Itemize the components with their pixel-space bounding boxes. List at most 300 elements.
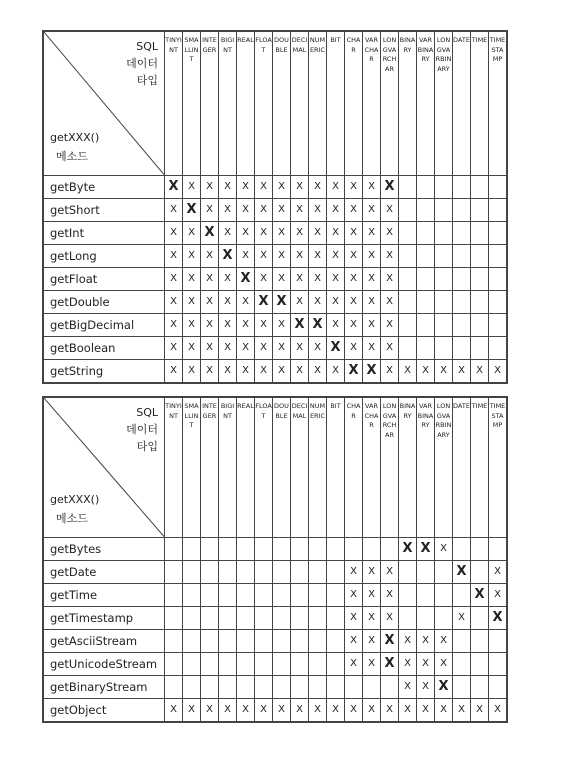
empty-cell [471, 675, 489, 698]
recommended-mark: X [471, 583, 489, 606]
table-row [43, 606, 507, 629]
empty-cell [327, 537, 345, 560]
method-name: getDate [43, 560, 165, 583]
supported-mark: X [345, 221, 363, 244]
sql-type-label: CHAR [346, 402, 361, 420]
supported-mark: X [363, 198, 381, 221]
method-name: getInt [43, 221, 165, 244]
empty-cell [489, 175, 508, 198]
supported-mark: X [417, 675, 435, 698]
method-name: getTimestamp [43, 606, 165, 629]
supported-mark: X [237, 290, 255, 313]
supported-mark: X [435, 537, 453, 560]
empty-cell [201, 583, 219, 606]
empty-cell [435, 313, 453, 336]
sql-type-header [237, 397, 255, 537]
recommended-mark: X [309, 313, 327, 336]
sql-type-header [201, 31, 219, 175]
supported-mark: X [345, 290, 363, 313]
sql-type-label: TINYINT [165, 402, 182, 420]
sql-type-label: TIME [471, 36, 488, 44]
supported-mark: X [273, 336, 291, 359]
empty-cell [255, 652, 273, 675]
sql-type-label: BIGINT [220, 36, 235, 54]
recommended-mark: X [237, 267, 255, 290]
supported-mark: X [165, 290, 183, 313]
empty-cell [201, 606, 219, 629]
empty-cell [309, 537, 327, 560]
supported-mark: X [363, 336, 381, 359]
sql-type-label: TIMESTAMP [489, 402, 506, 430]
empty-cell [327, 675, 345, 698]
table-row [43, 198, 507, 221]
table-row [43, 583, 507, 606]
empty-cell [327, 606, 345, 629]
supported-mark: X [165, 359, 183, 383]
empty-cell [399, 560, 417, 583]
empty-cell [453, 244, 471, 267]
supported-mark: X [381, 221, 399, 244]
empty-cell [237, 537, 255, 560]
empty-cell [435, 606, 453, 629]
supported-mark: X [183, 313, 201, 336]
supported-mark: X [291, 244, 309, 267]
empty-cell [489, 290, 508, 313]
supported-mark: X [435, 359, 453, 383]
sql-type-header [435, 31, 453, 175]
empty-cell [489, 652, 508, 675]
sql-type-header [399, 31, 417, 175]
recommended-mark: X [219, 244, 237, 267]
empty-cell [471, 560, 489, 583]
empty-cell [255, 583, 273, 606]
empty-cell [273, 537, 291, 560]
supported-mark: X [327, 198, 345, 221]
empty-cell [273, 675, 291, 698]
recommended-mark: X [399, 537, 417, 560]
empty-cell [309, 652, 327, 675]
empty-cell [183, 537, 201, 560]
supported-mark: X [381, 560, 399, 583]
method-name: getByte [43, 175, 165, 198]
method-caption [50, 491, 99, 528]
corner-bottom-text: 메소드 [56, 511, 88, 525]
supported-mark: X [291, 336, 309, 359]
sql-type-label: TINYINT [165, 36, 182, 54]
supported-mark: X [255, 698, 273, 722]
empty-cell [237, 560, 255, 583]
empty-cell [435, 221, 453, 244]
sql-type-label: LONGVARBINARY [435, 36, 452, 73]
table-row [43, 244, 507, 267]
empty-cell [471, 267, 489, 290]
sql-type-label: DATE [453, 402, 470, 410]
supported-mark: X [381, 198, 399, 221]
empty-cell [435, 583, 453, 606]
sql-type-header [417, 397, 435, 537]
sql-type-header [345, 397, 363, 537]
empty-cell [327, 560, 345, 583]
supported-mark: X [219, 359, 237, 383]
sql-type-header [237, 31, 255, 175]
sql-type-header [453, 31, 471, 175]
table-row [43, 698, 507, 722]
supported-mark: X [165, 198, 183, 221]
empty-cell [309, 629, 327, 652]
supported-mark: X [345, 629, 363, 652]
supported-mark: X [255, 336, 273, 359]
sql-type-header [399, 397, 417, 537]
sql-type-caption [126, 38, 158, 89]
supported-mark: X [327, 290, 345, 313]
supported-mark: X [237, 175, 255, 198]
table-row [43, 537, 507, 560]
sql-type-label: TIMESTAMP [489, 36, 506, 64]
empty-cell [165, 537, 183, 560]
supported-mark: X [165, 221, 183, 244]
supported-mark: X [489, 583, 508, 606]
empty-cell [471, 198, 489, 221]
sql-type-header [291, 31, 309, 175]
empty-cell [453, 175, 471, 198]
supported-mark: X [471, 359, 489, 383]
supported-mark: X [201, 698, 219, 722]
empty-cell [255, 675, 273, 698]
supported-mark: X [435, 652, 453, 675]
empty-cell [201, 560, 219, 583]
empty-cell [453, 290, 471, 313]
recommended-mark: X [381, 629, 399, 652]
header-corner [43, 31, 165, 175]
supported-mark: X [201, 244, 219, 267]
sql-type-label: NUMERIC [309, 402, 326, 420]
supported-mark: X [345, 652, 363, 675]
supported-mark: X [381, 606, 399, 629]
method-name: getString [43, 359, 165, 383]
table-row [43, 175, 507, 198]
sql-type-header [165, 31, 183, 175]
method-name: getLong [43, 244, 165, 267]
recommended-mark: X [291, 313, 309, 336]
empty-cell [255, 629, 273, 652]
supported-mark: X [273, 313, 291, 336]
empty-cell [237, 675, 255, 698]
sql-type-header [381, 397, 399, 537]
empty-cell [327, 652, 345, 675]
supported-mark: X [201, 359, 219, 383]
empty-cell [453, 629, 471, 652]
empty-cell [183, 675, 201, 698]
corner-bottom-text: 메소드 [56, 149, 88, 163]
empty-cell [399, 583, 417, 606]
sql-type-header [435, 397, 453, 537]
empty-cell [453, 267, 471, 290]
empty-cell [273, 560, 291, 583]
sql-type-header [291, 397, 309, 537]
supported-mark: X [399, 675, 417, 698]
sql-type-label: SMALLINT [184, 402, 199, 430]
empty-cell [435, 560, 453, 583]
empty-cell [471, 336, 489, 359]
supported-mark: X [255, 175, 273, 198]
sql-type-label: DATE [453, 36, 470, 44]
empty-cell [219, 652, 237, 675]
supported-mark: X [381, 244, 399, 267]
sql-type-header [489, 31, 508, 175]
corner-top-text: 타입 [136, 440, 158, 454]
supported-mark: X [309, 336, 327, 359]
empty-cell [399, 336, 417, 359]
supported-mark: X [417, 652, 435, 675]
sql-type-label: BIGINT [220, 402, 235, 420]
empty-cell [453, 675, 471, 698]
sql-type-label: DECIMAL [291, 402, 308, 420]
supported-mark: X [381, 359, 399, 383]
empty-cell [453, 537, 471, 560]
recommended-mark: X [183, 198, 201, 221]
supported-mark: X [183, 175, 201, 198]
conversion-table-2 [42, 396, 508, 723]
empty-cell [219, 606, 237, 629]
empty-cell [417, 313, 435, 336]
empty-cell [453, 313, 471, 336]
empty-cell [489, 537, 508, 560]
sql-type-label: CHAR [346, 36, 361, 54]
empty-cell [489, 313, 508, 336]
supported-mark: X [417, 698, 435, 722]
empty-cell [399, 313, 417, 336]
method-name: getBoolean [43, 336, 165, 359]
sql-type-label: DOUBLE [274, 402, 289, 420]
supported-mark: X [255, 198, 273, 221]
empty-cell [471, 629, 489, 652]
supported-mark: X [273, 698, 291, 722]
supported-mark: X [237, 359, 255, 383]
empty-cell [255, 537, 273, 560]
empty-cell [237, 652, 255, 675]
table-row [43, 221, 507, 244]
supported-mark: X [363, 221, 381, 244]
empty-cell [453, 336, 471, 359]
supported-mark: X [273, 175, 291, 198]
empty-cell [273, 652, 291, 675]
sql-type-label: TIME [471, 402, 488, 410]
supported-mark: X [309, 198, 327, 221]
empty-cell [183, 652, 201, 675]
table-row [43, 267, 507, 290]
supported-mark: X [399, 652, 417, 675]
empty-cell [417, 244, 435, 267]
empty-cell [255, 606, 273, 629]
supported-mark: X [255, 244, 273, 267]
method-name: getShort [43, 198, 165, 221]
supported-mark: X [363, 267, 381, 290]
table-row [43, 290, 507, 313]
empty-cell [165, 583, 183, 606]
empty-cell [399, 175, 417, 198]
supported-mark: X [363, 290, 381, 313]
supported-mark: X [345, 244, 363, 267]
empty-cell [489, 336, 508, 359]
supported-mark: X [381, 267, 399, 290]
sql-type-label: SMALLINT [184, 36, 199, 64]
sql-type-label: VARBINARY [417, 36, 434, 64]
supported-mark: X [201, 267, 219, 290]
empty-cell [309, 675, 327, 698]
recommended-mark: X [201, 221, 219, 244]
sql-type-header [471, 397, 489, 537]
supported-mark: X [201, 313, 219, 336]
empty-cell [219, 560, 237, 583]
table-row [43, 675, 507, 698]
table-row [43, 652, 507, 675]
supported-mark: X [237, 698, 255, 722]
sql-type-label: VARCHAR [364, 402, 379, 430]
supported-mark: X [327, 175, 345, 198]
supported-mark: X [201, 175, 219, 198]
sql-type-label: FLOAT [255, 402, 272, 420]
empty-cell [273, 606, 291, 629]
supported-mark: X [309, 244, 327, 267]
supported-mark: X [273, 221, 291, 244]
empty-cell [237, 606, 255, 629]
empty-cell [489, 221, 508, 244]
method-name: getBigDecimal [43, 313, 165, 336]
corner-top-text: 타입 [136, 74, 158, 88]
supported-mark: X [255, 359, 273, 383]
corner-top-text: 데이터 [126, 57, 158, 71]
supported-mark: X [489, 359, 508, 383]
method-name: getAsciiStream [43, 629, 165, 652]
sql-type-label: BINARY [399, 402, 416, 420]
supported-mark: X [291, 175, 309, 198]
empty-cell [489, 675, 508, 698]
empty-cell [435, 290, 453, 313]
supported-mark: X [435, 629, 453, 652]
supported-mark: X [417, 359, 435, 383]
empty-cell [453, 198, 471, 221]
supported-mark: X [381, 336, 399, 359]
supported-mark: X [363, 652, 381, 675]
empty-cell [165, 652, 183, 675]
sql-type-header [255, 397, 273, 537]
supported-mark: X [183, 359, 201, 383]
empty-cell [345, 537, 363, 560]
empty-cell [363, 675, 381, 698]
recommended-mark: X [381, 175, 399, 198]
recommended-mark: X [345, 359, 363, 383]
empty-cell [471, 652, 489, 675]
empty-cell [435, 244, 453, 267]
supported-mark: X [327, 221, 345, 244]
supported-mark: X [327, 244, 345, 267]
empty-cell [219, 583, 237, 606]
sql-type-header [201, 397, 219, 537]
supported-mark: X [219, 175, 237, 198]
supported-mark: X [183, 221, 201, 244]
empty-cell [291, 629, 309, 652]
supported-mark: X [165, 244, 183, 267]
recommended-mark: X [489, 606, 508, 629]
recommended-mark: X [327, 336, 345, 359]
sql-type-header [345, 31, 363, 175]
empty-cell [363, 537, 381, 560]
sql-type-header [489, 397, 508, 537]
empty-cell [471, 537, 489, 560]
empty-cell [417, 198, 435, 221]
empty-cell [399, 290, 417, 313]
empty-cell [417, 583, 435, 606]
sql-type-label: DOUBLE [274, 36, 289, 54]
supported-mark: X [165, 313, 183, 336]
sql-type-header [273, 31, 291, 175]
empty-cell [471, 313, 489, 336]
sql-type-header [273, 397, 291, 537]
supported-mark: X [219, 313, 237, 336]
empty-cell [399, 606, 417, 629]
empty-cell [201, 675, 219, 698]
sql-type-label: REAL [237, 36, 254, 44]
sql-type-header [417, 31, 435, 175]
sql-type-header [363, 31, 381, 175]
empty-cell [255, 560, 273, 583]
method-caption [50, 129, 99, 166]
sql-type-label: FLOAT [255, 36, 272, 54]
supported-mark: X [381, 313, 399, 336]
empty-cell [327, 629, 345, 652]
empty-cell [183, 560, 201, 583]
sql-type-header [183, 397, 201, 537]
empty-cell [453, 652, 471, 675]
empty-cell [219, 675, 237, 698]
supported-mark: X [345, 560, 363, 583]
empty-cell [165, 606, 183, 629]
supported-mark: X [309, 267, 327, 290]
empty-cell [201, 652, 219, 675]
supported-mark: X [273, 244, 291, 267]
supported-mark: X [471, 698, 489, 722]
supported-mark: X [435, 698, 453, 722]
supported-mark: X [183, 336, 201, 359]
supported-mark: X [219, 698, 237, 722]
sql-type-header [471, 31, 489, 175]
sql-type-label: VARBINARY [417, 402, 434, 430]
supported-mark: X [363, 560, 381, 583]
supported-mark: X [363, 244, 381, 267]
corner-bottom-text: getXXX() [50, 131, 100, 145]
supported-mark: X [327, 359, 345, 383]
supported-mark: X [183, 244, 201, 267]
supported-mark: X [327, 313, 345, 336]
supported-mark: X [417, 629, 435, 652]
supported-mark: X [363, 583, 381, 606]
supported-mark: X [201, 336, 219, 359]
empty-cell [381, 675, 399, 698]
empty-cell [291, 537, 309, 560]
sql-type-header [309, 31, 327, 175]
supported-mark: X [237, 244, 255, 267]
sql-type-label: VARCHAR [364, 36, 379, 64]
empty-cell [309, 583, 327, 606]
empty-cell [471, 175, 489, 198]
supported-mark: X [381, 583, 399, 606]
empty-cell [417, 336, 435, 359]
header-corner [43, 397, 165, 537]
supported-mark: X [399, 359, 417, 383]
supported-mark: X [453, 359, 471, 383]
supported-mark: X [345, 606, 363, 629]
supported-mark: X [273, 198, 291, 221]
